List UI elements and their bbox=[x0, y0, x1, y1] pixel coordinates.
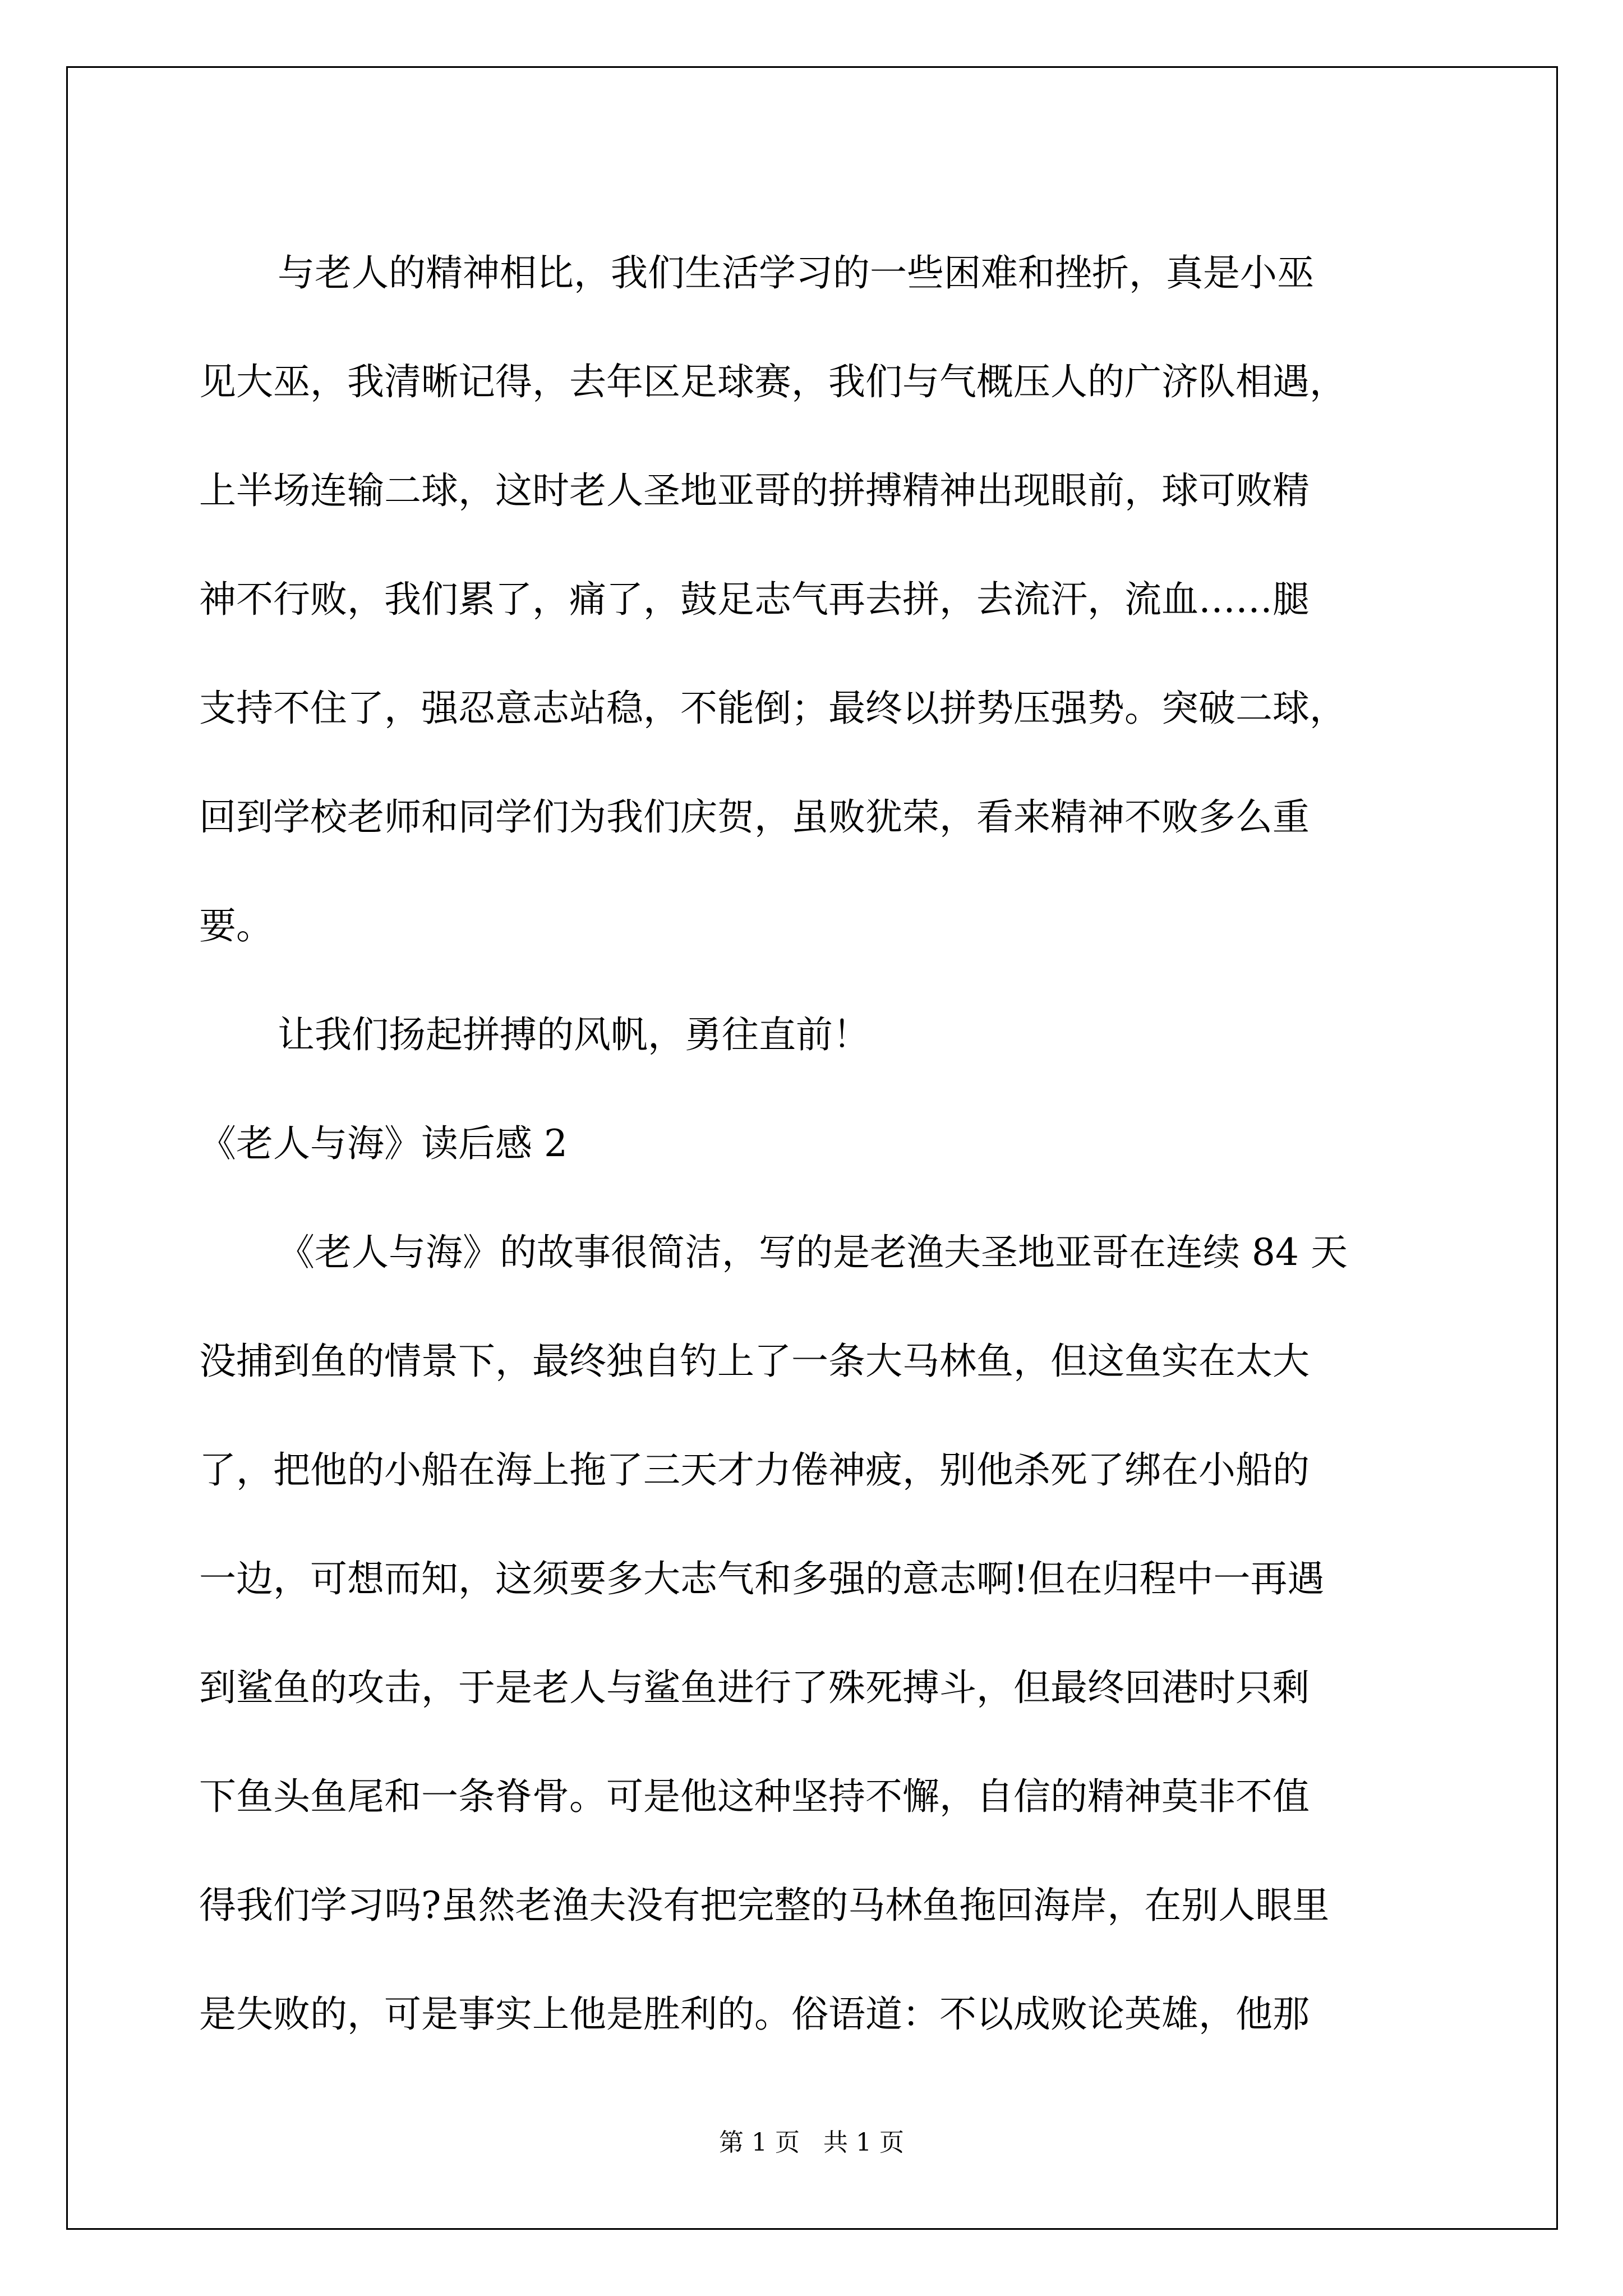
paragraph-line: 没捕到鱼的情景下，最终独自钓上了一条大马林鱼，但这鱼实在太大 bbox=[199, 1340, 1310, 1383]
paragraph-line: 《老人与海》的故事很简洁，写的是老渔夫圣地亚哥在连续 84 天 bbox=[278, 1231, 1348, 1274]
paragraph-line: 神不行败，我们累了，痛了，鼓足志气再去拼，去流汗，流血……腿 bbox=[199, 578, 1310, 621]
paragraph-line: 支持不住了，强忍意志站稳，不能倒；最终以拼势压强势。突破二球， bbox=[199, 687, 1347, 730]
paragraph-line: 下鱼头鱼尾和一条脊骨。可是他这种坚持不懈，自信的精神莫非不值 bbox=[199, 1775, 1310, 1818]
paragraph-line: 见大巫，我清晰记得，去年区足球赛，我们与气概压人的广济队相遇， bbox=[199, 360, 1347, 403]
section-heading: 《老人与海》读后感 2 bbox=[199, 1122, 568, 1165]
paragraph-line: 到鲨鱼的攻击，于是老人与鲨鱼进行了殊死搏斗，但最终回港时只剩 bbox=[199, 1666, 1310, 1709]
paragraph-line: 与老人的精神相比，我们生活学习的一些困难和挫折，真是小巫 bbox=[278, 251, 1314, 295]
paragraph-line: 回到学校老师和同学们为我们庆贺，虽败犹荣，看来精神不败多么重 bbox=[199, 795, 1310, 839]
paragraph-line: 得我们学习吗?虽然老渔夫没有把完整的马林鱼拖回海岸，在别人眼里 bbox=[199, 1884, 1330, 1927]
paragraph-line: 一边，可想而知，这须要多大志气和多强的意志啊!但在归程中一再遇 bbox=[199, 1557, 1325, 1600]
page-number-footer: 第 1 页 共 1 页 bbox=[719, 2128, 904, 2157]
document-body bbox=[199, 219, 1433, 2069]
paragraph-line: 上半场连输二球，这时老人圣地亚哥的拼搏精神出现眼前，球可败精 bbox=[199, 469, 1310, 512]
paragraph-line: 了，把他的小船在海上拖了三天才力倦神疲，别他杀死了绑在小船的 bbox=[199, 1448, 1310, 1492]
paragraph-line: 让我们扬起拼搏的风帆，勇往直前！ bbox=[278, 1013, 870, 1056]
paragraph-line: 是失败的，可是事实上他是胜利的。俗语道：不以成败论英雄，他那 bbox=[199, 1993, 1310, 2036]
paragraph-line: 要。 bbox=[199, 904, 273, 947]
